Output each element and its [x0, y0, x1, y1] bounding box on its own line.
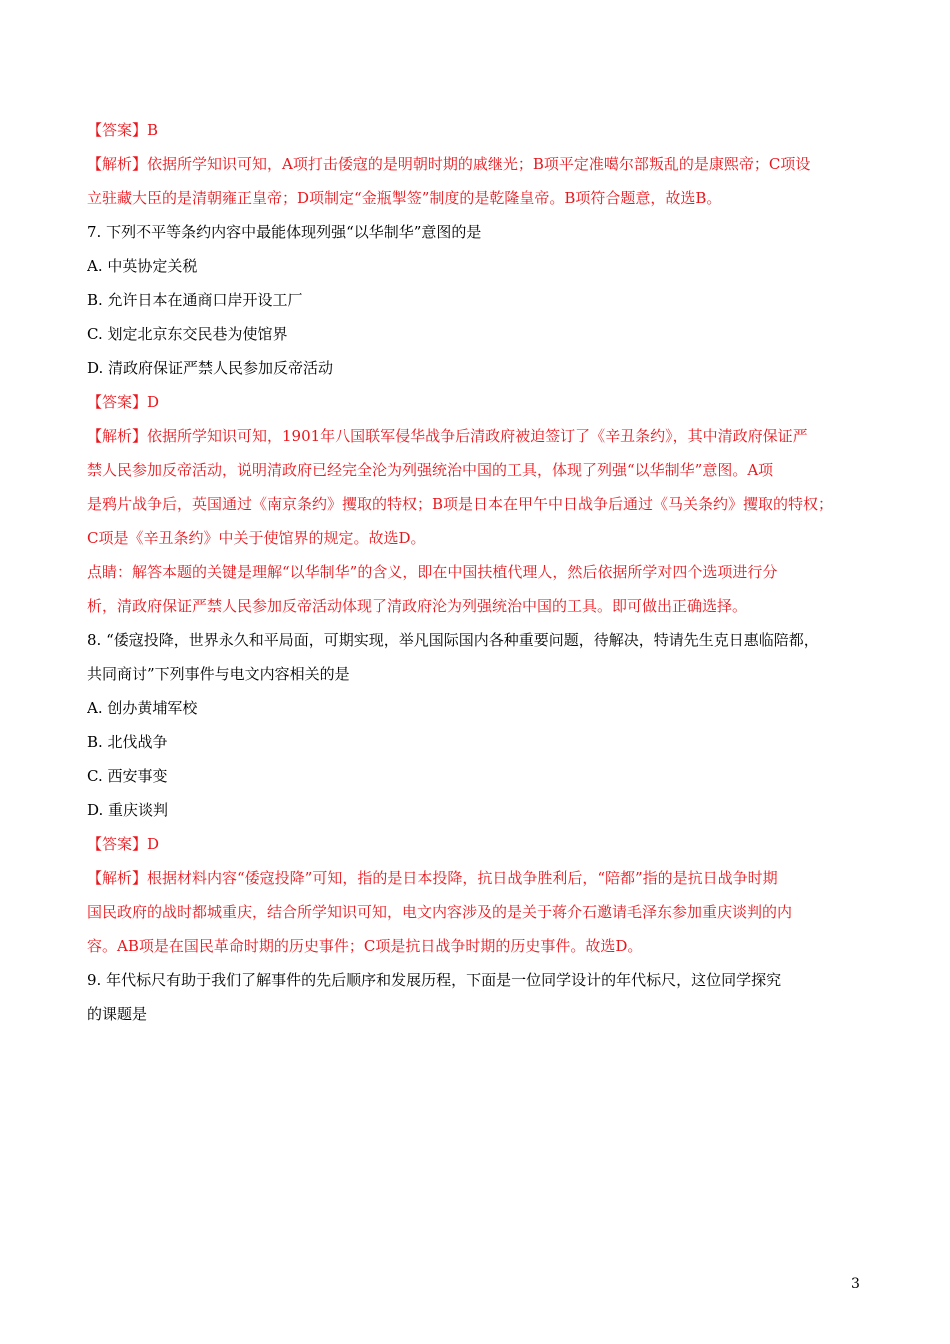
question-8-option-a: A. 创办黄埔军校	[87, 699, 198, 717]
question-9-stem-line-2: 的课题是	[87, 1005, 148, 1023]
analysis-7-line-3: 是鸦片战争后，英国通过《南京条约》攫取的特权；B项是日本在甲午中日战争后通过《马关条约》攫取的特权；	[87, 495, 834, 513]
analysis-7-line-4: C项是《辛丑条约》中关于使馆界的规定。故选D。	[87, 529, 426, 547]
question-9-stem-line-1: 9. 年代标尺有助于我们了解事件的先后顺序和发展历程，下面是一位同学设计的年代标尺，这位同学探究	[87, 971, 782, 989]
question-7-option-a: A. 中英协定关税	[87, 257, 198, 275]
question-8-option-b: B. 北伐战争	[87, 733, 168, 751]
answer-6: 【答案】B	[87, 121, 159, 139]
analysis-8-line-1: 【解析】根据材料内容“倭寇投降”可知，指的是日本投降，抗日战争胜利后，“陪都”指的是抗日战争时期	[87, 869, 778, 887]
analysis-6-line-2: 立驻藏大臣的是清朝雍正皇帝；D项制定“金瓶掣签”制度的是乾隆皇帝。B项符合题意，故选B。	[87, 189, 722, 207]
tip-7-line-1: 点睛：解答本题的关键是理解“以华制华”的含义，即在中国扶植代理人，然后依据所学对四个选项进行分	[87, 563, 778, 581]
question-8-stem-line-1: 8. “倭寇投降，世界永久和平局面，可期实现，举凡国际国内各种重要问题，待解决，特请先生克日惠临陪都，	[87, 631, 819, 649]
question-8-option-c: C. 西安事变	[87, 767, 168, 785]
analysis-8-line-3: 容。AB项是在国民革命时期的历史事件；C项是抗日战争时期的历史事件。故选D。	[87, 937, 643, 955]
analysis-6-line-1: 【解析】依据所学知识可知，A项打击倭寇的是明朝时期的戚继光；B项平定准噶尔部叛乱的是康熙帝；C项设	[87, 155, 811, 173]
tip-7-line-2: 析，清政府保证严禁人民参加反帝活动体现了清政府沦为列强统治中国的工具。即可做出正确选择。	[87, 597, 748, 615]
page-number: 3	[851, 1276, 860, 1292]
question-8-stem-line-2: 共同商讨”下列事件与电文内容相关的是	[87, 665, 350, 683]
document-body	[87, 113, 867, 1031]
question-7-option-c: C. 划定北京东交民巷为使馆界	[87, 325, 288, 343]
question-7-option-d: D. 清政府保证严禁人民参加反帝活动	[87, 359, 334, 377]
question-7-stem: 7. 下列不平等条约内容中最能体现列强“以华制华”意图的是	[87, 223, 482, 241]
question-7-option-b: B. 允许日本在通商口岸开设工厂	[87, 291, 303, 309]
analysis-8-line-2: 国民政府的战时都城重庆，结合所学知识可知，电文内容涉及的是关于蒋介石邀请毛泽东参加重庆谈判的内	[87, 903, 793, 921]
question-8-option-d: D. 重庆谈判	[87, 801, 169, 819]
answer-7: 【答案】D	[87, 393, 160, 411]
analysis-7-line-1: 【解析】依据所学知识可知，1901年八国联军侵华战争后清政府被迫签订了《辛丑条约》，其中清政府保证严	[87, 427, 808, 445]
analysis-7-line-2: 禁人民参加反帝活动，说明清政府已经完全沦为列强统治中国的工具，体现了列强“以华制华”意图。A项	[87, 461, 774, 479]
answer-8: 【答案】D	[87, 835, 160, 853]
